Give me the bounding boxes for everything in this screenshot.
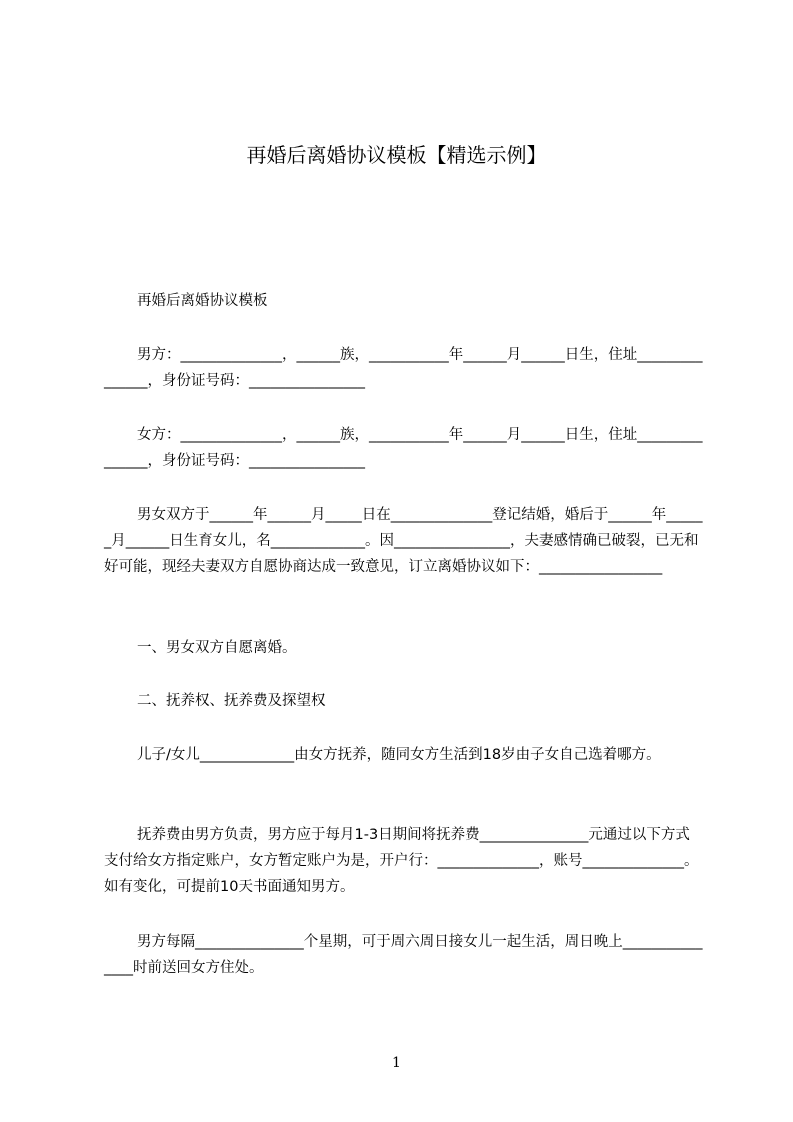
female-party-paragraph: 女方：______________，______族，___________年______月______日生，住址_______________，身份证号码：________________ [104,427,703,469]
clause-two-heading: 二、抚养权、抚养费及探望权 [137,693,326,709]
document-title: 再婚后离婚协议模板【精选示例】 [246,143,547,167]
male-party-paragraph: 男方：______________，______族，___________年______月______日生，住址_______________，身份证号码：________________ [104,347,703,389]
clause-one-heading: 一、男女双方自愿离婚。 [137,640,297,656]
marriage-info-paragraph: 男女双方于______年______月_____日在______________登记结婚，婚后于______年______月______日生育女儿，名_____________。因________________，夫妻感情确已破裂，已无和好可能，现经夫妻双方自愿协商达成一致意见，订立离婚协议如下：_________________ [104,507,703,575]
subtitle-paragraph: 再婚后离婚协议模板 [137,293,268,309]
custody-paragraph: 儿子/女儿_____________由女方抚养，随同女方生活到18岁由子女自己选着哪方。 [137,747,661,763]
visitation-paragraph: 男方每隔_______________个星期，可于周六周日接女儿一起生活，周日晚上_______________时前送回女方住处。 [104,934,703,976]
page-number: 1 [392,1055,401,1071]
support-payment-paragraph: 抚养费由男方负责，男方应于每月1-3日期间将抚养费_______________元通过以下方式支付给女方指定账户，女方暂定账户为是，开户行：______________，账号______________。如有变化，可提前10天书面通知男方。 [104,827,699,895]
